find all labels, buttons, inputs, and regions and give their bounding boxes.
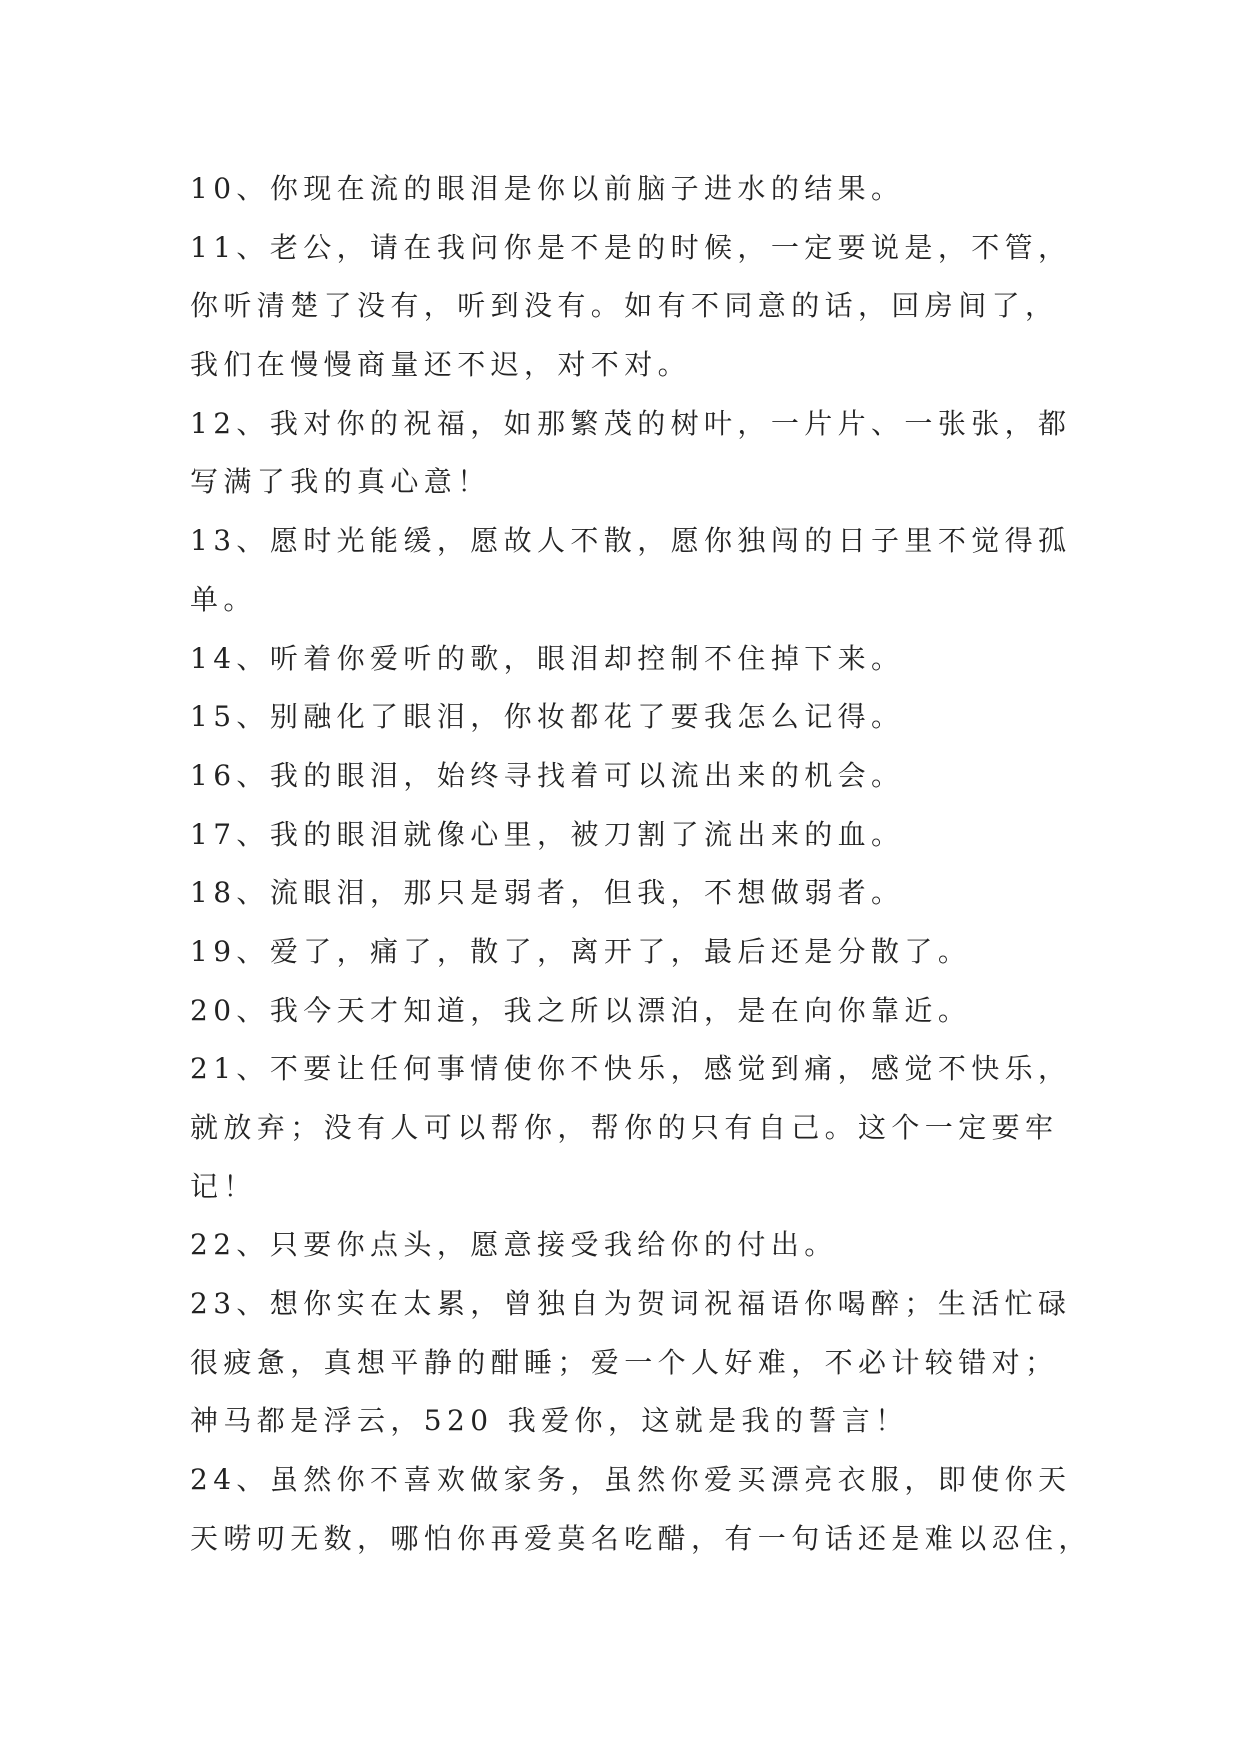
text-line: 20、我今天才知道，我之所以漂泊，是在向你靠近。: [190, 993, 972, 1027]
text-line: 14、听着你爱听的歌，眼泪却控制不住掉下来。: [190, 641, 905, 675]
text-line: 记！: [190, 1169, 257, 1203]
text-line: 21、不要让任何事情使你不快乐，感觉到痛，感觉不快乐，: [190, 1052, 1072, 1086]
text-line: 16、我的眼泪，始终寻找着可以流出来的机会。: [190, 758, 905, 792]
text-line: 18、流眼泪，那只是弱者，但我，不想做弱者。: [190, 876, 905, 910]
text-line: 11、老公，请在我问你是不是的时候，一定要说是，不管，: [190, 230, 1072, 264]
text-line: 15、别融化了眼泪，你妆都花了要我怎么记得。: [190, 700, 905, 734]
text-line: 神马都是浮云，520 我爱你，这就是我的誓言！: [190, 1404, 909, 1438]
document-body: [190, 160, 1092, 1569]
text-line: 我们在慢慢商量还不迟，对不对。: [190, 348, 692, 382]
text-line: 17、我的眼泪就像心里，被刀割了流出来的血。: [190, 817, 905, 851]
text-line: 24、虽然你不喜欢做家务，虽然你爱买漂亮衣服，即使你天: [190, 1463, 1072, 1497]
text-line: 19、爱了，痛了，散了，离开了，最后还是分散了。: [190, 934, 972, 968]
text-line: 23、想你实在太累，曾独自为贺词祝福语你喝醉；生活忙碌: [190, 1287, 1072, 1321]
text-line: 10、你现在流的眼泪是你以前脑子进水的结果。: [190, 172, 905, 205]
text-line: 单。: [190, 582, 257, 616]
text-line: 就放弃；没有人可以帮你，帮你的只有自己。这个一定要牢: [190, 1111, 1059, 1144]
text-line: 写满了我的真心意！: [190, 465, 491, 499]
text-line: 13、愿时光能缓，愿故人不散，愿你独闯的日子里不觉得孤: [190, 524, 1072, 558]
text-line: 很疲惫，真想平静的酣睡；爱一个人好难，不必计较错对；: [190, 1345, 1059, 1379]
text-line: 你听清楚了没有，听到没有。如有不同意的话，回房间了，: [190, 289, 1059, 323]
text-line: 12、我对你的祝福，如那繁茂的树叶，一片片、一张张，都: [190, 406, 1072, 440]
text-line: 22、只要你点头，愿意接受我给你的付出。: [190, 1228, 838, 1262]
text-line: 天唠叨无数，哪怕你再爱莫名吃醋，有一句话还是难以忍住，: [190, 1521, 1092, 1555]
